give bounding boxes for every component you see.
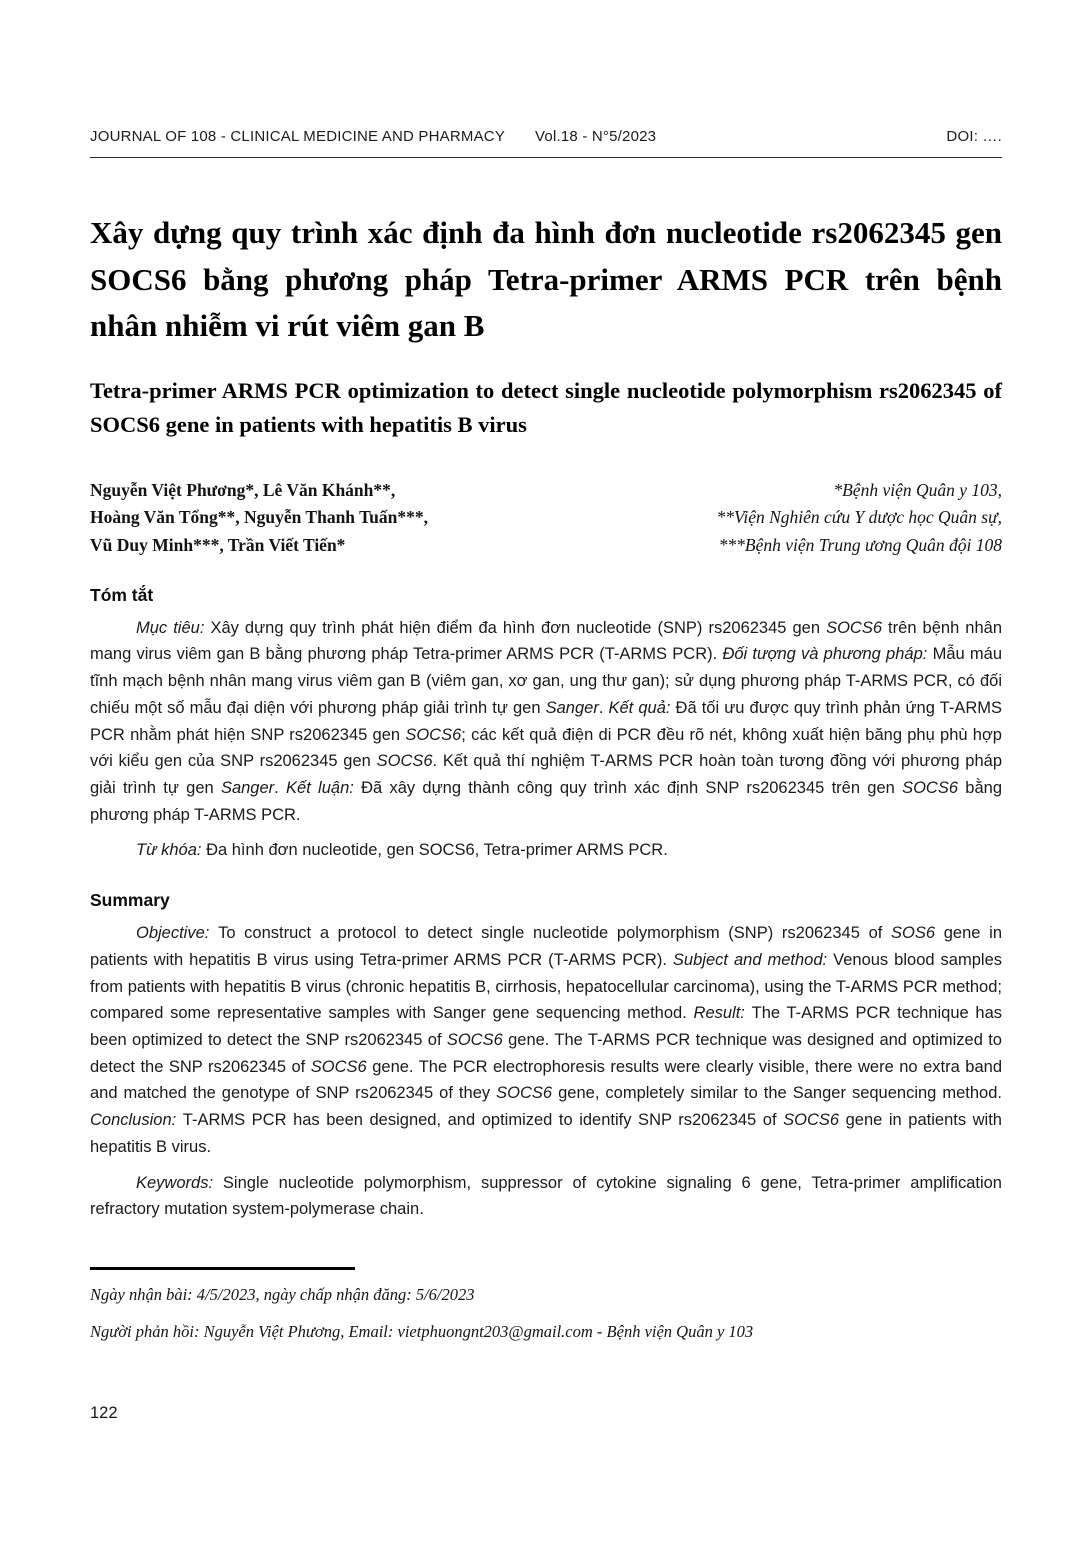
corresponding-author: Người phản hồi: Nguyễn Việt Phương, Email: vietphuongnt203@gmail.com - Bệnh viện Quân y 103 xyxy=(90,1322,754,1342)
abstract-heading-vi: Tóm tắt xyxy=(90,584,154,605)
keywords-en: Keywords: Single nucleotide polymorphism, suppressor of cytokine signaling 6 gene, Tetra-primer amplification refractory mutation system-polymerase chain. xyxy=(90,1173,1002,1219)
page-number: 122 xyxy=(90,1404,118,1422)
abstract-vi-text: Mục tiêu: Xây dựng quy trình phát hiện điểm đa hình đơn nucleotide (SNP) rs2062345 gen SOCS6 trên bệnh nhân mang virus viêm gan B bằng phương pháp Tetra-primer ARMS PCR (T-ARMS PCR). Đối tượng và phương pháp: Mẫu máu tĩnh mạch bệnh nhân mang virus viêm gan B (viêm gan, xơ gan, ung thư gan); sử dụng phương pháp T-ARMS PCR, có đối chiếu một số mẫu đại diện với phương pháp giải trình tự gen Sanger. Kết quả: Đã tối ưu được quy trình phản ứng T-ARMS PCR nhằm phát hiện SNP rs2062345 gen SOCS6; các kết quả điện di PCR đều rõ nét, không xuất hiện băng phụ phù hợp với kiểu gen của SNP rs2062345 gen SOCS6. Kết quả thí nghiệm T-ARMS PCR hoàn toàn tương đồng với phương pháp giải trình tự gen Sanger. Kết luận: Đã xây dựng thành công quy trình xác định SNP rs2062345 trên gen SOCS6 bằng phương pháp T-ARMS PCR. xyxy=(90,618,1003,824)
affiliation-line: **Viện Nghiên cứu Y dược học Quân sự, xyxy=(716,507,1002,528)
footnote-rule xyxy=(90,1267,355,1270)
keywords-vi: Từ khóa: Đa hình đơn nucleotide, gen SOCS6, Tetra-primer ARMS PCR. xyxy=(136,841,668,860)
journal-header-left xyxy=(90,128,656,145)
author-line: Nguyễn Việt Phương*, Lê Văn Khánh**, xyxy=(90,480,396,501)
journal-volume: Vol.18 - N°5/2023 xyxy=(535,128,657,145)
affiliation-list xyxy=(716,477,1002,558)
journal-name: JOURNAL OF 108 - CLINICAL MEDICINE AND PHARMACY xyxy=(90,128,506,145)
abstract-en-text: Objective: To construct a protocol to detect single nucleotide polymorphism (SNP) rs2062345 of SOS6 gene in patients with hepatitis B virus using Tetra-primer ARMS PCR (T-ARMS PCR). Subject and method: Venous blood samples from patients with hepatitis B virus (chronic hepatitis B, cirrhosis, hepatocellular carcinoma), using the T-ARMS PCR method; compared some representative samples with Sanger gene sequencing method. Result: The T-ARMS PCR technique has been optimized to detect the SNP rs2062345 of SOCS6 gene. The T-ARMS PCR technique was designed and optimized to detect the SNP rs2062345 of SOCS6 gene. The PCR electrophoresis results were clearly visible, there were no extra band and matched the genotype of SNP rs2062345 of they SOCS6 gene, completely similar to the Sanger sequencing method. Conclusion: T-ARMS PCR has been designed, and optimized to identify SNP rs2062345 of SOCS6 gene in patients with hepatitis B virus. xyxy=(90,924,1002,1156)
article-title-en: Tetra-primer ARMS PCR optimization to detect single nucleotide polymorphism rs2062345 of SOCS6 gene in patients with hepatitis B virus xyxy=(90,377,1002,438)
journal-header xyxy=(90,128,1002,158)
byline xyxy=(90,477,1002,558)
affiliation-line: ***Bệnh viện Trung ương Quân đội 108 xyxy=(718,534,1002,555)
author-line: Hoàng Văn Tổng**, Nguyễn Thanh Tuấn***, xyxy=(90,507,429,528)
abstract-heading-en: Summary xyxy=(90,890,170,911)
journal-doi: DOI: …. xyxy=(946,128,1002,145)
received-dates: Ngày nhận bài: 4/5/2023, ngày chấp nhận đăng: 5/6/2023 xyxy=(90,1284,475,1304)
affiliation-line: *Bệnh viện Quân y 103, xyxy=(833,480,1002,501)
author-list xyxy=(90,477,428,558)
article-title-vi: Xây dựng quy trình xác định đa hình đơn nucleotide rs2062345 gen SOCS6 bằng phương pháp Tetra-primer ARMS PCR trên bệnh nhân nhiễm vi rút viêm gan B xyxy=(90,215,1002,343)
author-line: Vũ Duy Minh***, Trần Viết Tiến* xyxy=(90,534,346,555)
